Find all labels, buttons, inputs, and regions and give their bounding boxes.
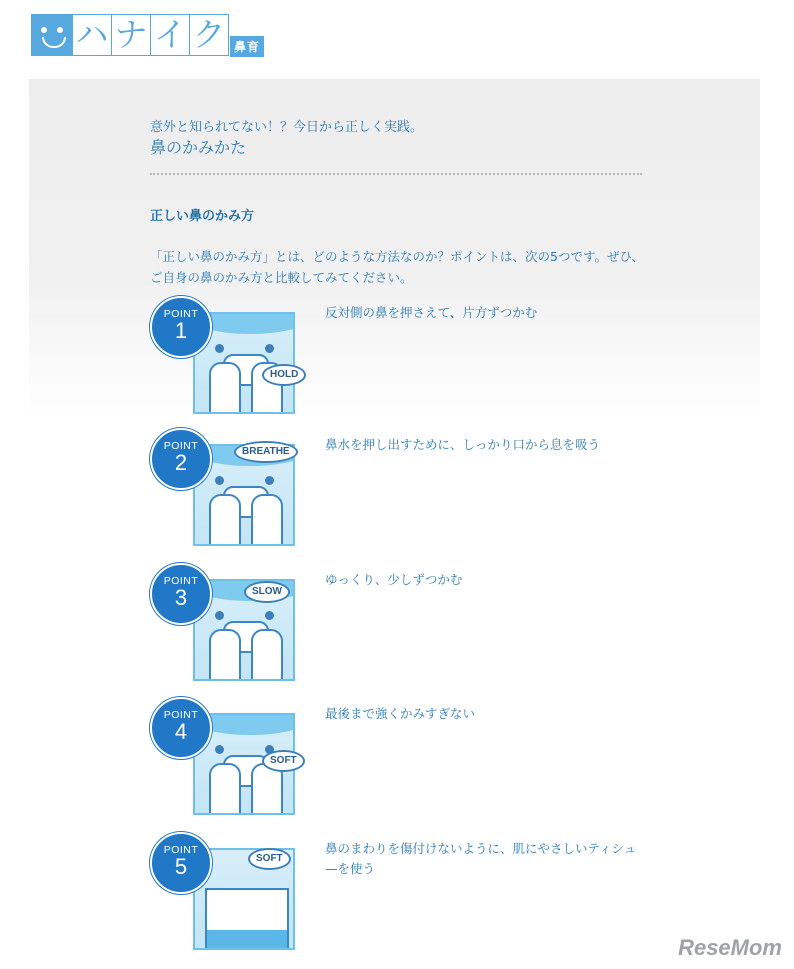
point-badge bbox=[150, 832, 212, 894]
point-badge bbox=[150, 697, 212, 759]
page-title: 鼻のかみかた bbox=[150, 138, 247, 157]
smiley-face-icon bbox=[31, 14, 73, 56]
dotted-divider bbox=[150, 173, 642, 175]
soft-speech-bubble: SOFT bbox=[262, 750, 305, 772]
point-item-3 bbox=[150, 563, 650, 683]
point-number: 3 bbox=[174, 585, 188, 610]
point-item-2 bbox=[150, 428, 650, 548]
intro-text: 意外と知られてない！？今日から正しく実践。 bbox=[150, 120, 424, 135]
point-number: 5 bbox=[174, 854, 188, 879]
point-badge bbox=[150, 563, 212, 625]
point-item-4 bbox=[150, 697, 650, 817]
point-label: POINT bbox=[163, 440, 199, 452]
point-item-1 bbox=[150, 296, 650, 416]
point-badge bbox=[150, 296, 212, 358]
section-heading: 正しい鼻のかみ方 bbox=[150, 209, 255, 224]
point-label: POINT bbox=[163, 308, 199, 320]
point-text: 最後まで強くかみすぎない bbox=[325, 706, 476, 721]
site-logo[interactable] bbox=[31, 14, 264, 60]
point-text: ゆっくり、少しずつかむ bbox=[325, 572, 463, 587]
point-number: 4 bbox=[174, 719, 188, 744]
logo-char: ナ bbox=[111, 14, 151, 56]
soft-tissue-speech-bubble: SOFT bbox=[248, 848, 291, 870]
slow-speech-bubble: SLOW bbox=[244, 581, 290, 603]
point-text: 反対側の鼻を押さえて、片方ずつかむ bbox=[325, 305, 538, 320]
point-text: 鼻水を押し出すために、しっかり口から息を吸う bbox=[325, 437, 601, 452]
section-paragraph: 「正しい鼻のかみ方」とは、どのような方法なのか？ポイントは、次の5つです。ぜひ、ご自身の鼻のかみ方と比較してみてください。 bbox=[150, 249, 644, 285]
point-number: 1 bbox=[174, 318, 188, 343]
logo-char: イ bbox=[150, 14, 190, 56]
point-label: POINT bbox=[163, 575, 199, 587]
hold-speech-bubble: HOLD bbox=[262, 364, 306, 386]
point-item-5 bbox=[150, 832, 650, 952]
point-badge bbox=[150, 428, 212, 490]
point-number: 2 bbox=[174, 450, 188, 475]
logo-subtitle: 鼻育 bbox=[230, 36, 264, 57]
breathe-speech-bubble: BREATHE bbox=[234, 441, 298, 463]
point-text: 鼻のまわりを傷付けないように、肌にやさしいティシュ—を使う bbox=[325, 841, 637, 876]
logo-char: ハ bbox=[72, 14, 112, 56]
point-label: POINT bbox=[163, 709, 199, 721]
point-label: POINT bbox=[163, 844, 199, 856]
resemom-watermark-logo: ReseMom bbox=[678, 935, 782, 960]
logo-char: ク bbox=[189, 14, 229, 56]
